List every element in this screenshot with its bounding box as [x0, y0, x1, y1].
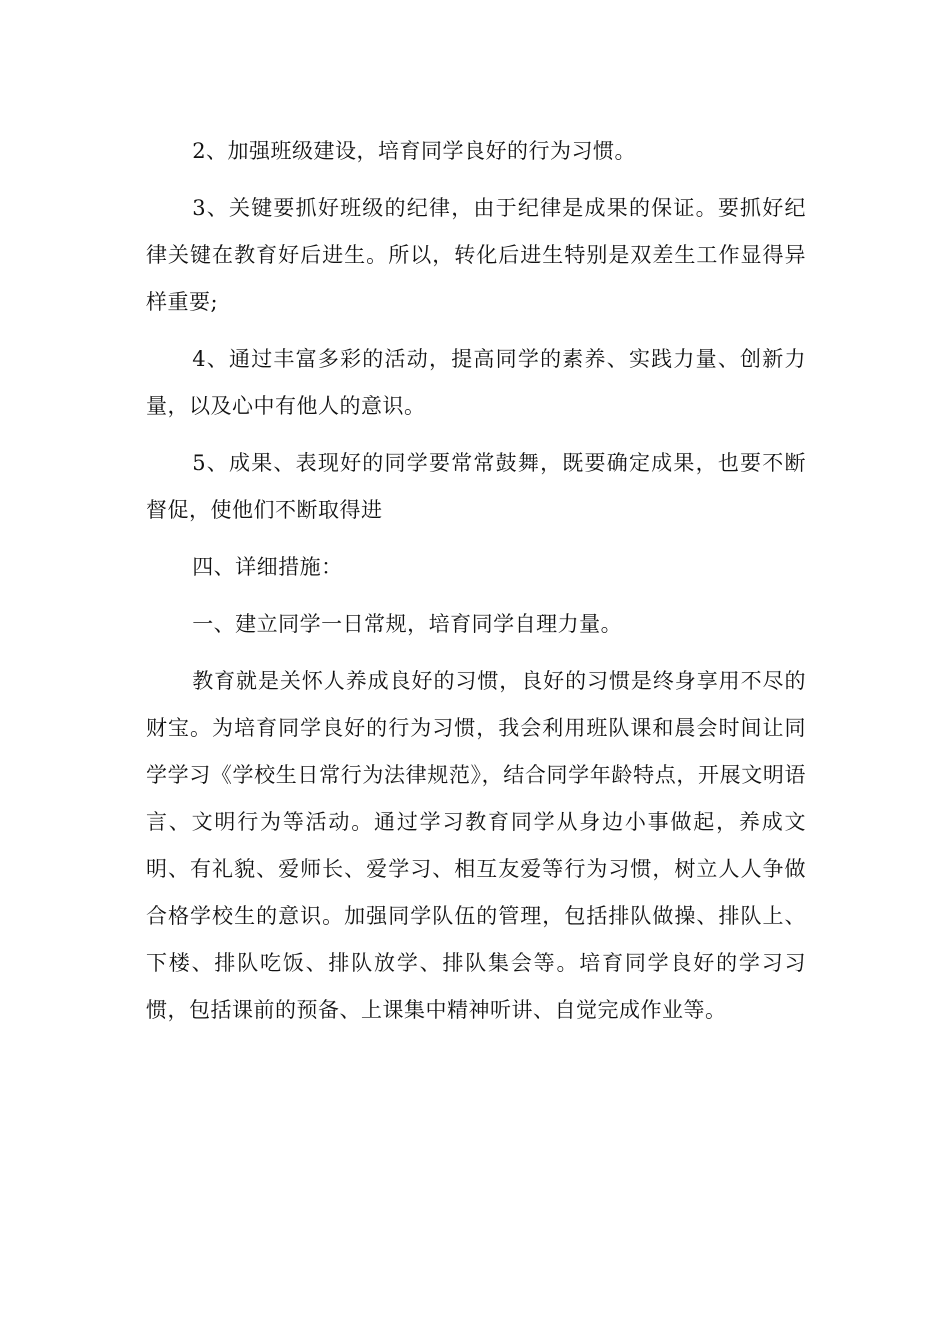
document-body [146, 128, 806, 1044]
paragraph-item-3: 3、关键要抓好班级的纪律，由于纪律是成果的保证。要抓好纪律关键在教育好后进生。所以，转化后进生特别是双差生工作显得异样重要; [146, 196, 806, 314]
body-paragraph-education: 教育就是关怀人养成良好的习惯，良好的习惯是终身享用不尽的财宝。为培育同学良好的行为习惯，我会利用班队课和晨会时间让同学学习《学校生日常行为法律规范》，结合同学年龄特点，开展文明语言、文明行为等活动。通过学习教育同学从身边小事做起，养成文明、有礼貌、爱师长、爱学习、相互友爱等行为习惯，树立人人争做合格学校生的意识。加强同学队伍的管理，包括排队做操、排队上、下楼、排队吃饭、排队放学、排队集会等。培育同学良好的学习习惯，包括课前的预备、上课集中精神听讲、自觉完成作业等。 [146, 669, 806, 1022]
paragraph-item-2: 2、加强班级建设，培育同学良好的行为习惯。 [192, 139, 637, 163]
paragraph-item-5: 5、成果、表现好的同学要常常鼓舞，既要确定成果，也要不断督促，使他们不断取得进 [146, 451, 806, 522]
subheading-daily-routine: 一、建立同学一日常规，培育同学自理力量。 [192, 612, 623, 636]
section-heading-measures: 四、详细措施： [192, 555, 343, 579]
paragraph-item-4: 4、通过丰富多彩的活动，提高同学的素养、实践力量、创新力量，以及心中有他人的意识。 [146, 347, 806, 418]
